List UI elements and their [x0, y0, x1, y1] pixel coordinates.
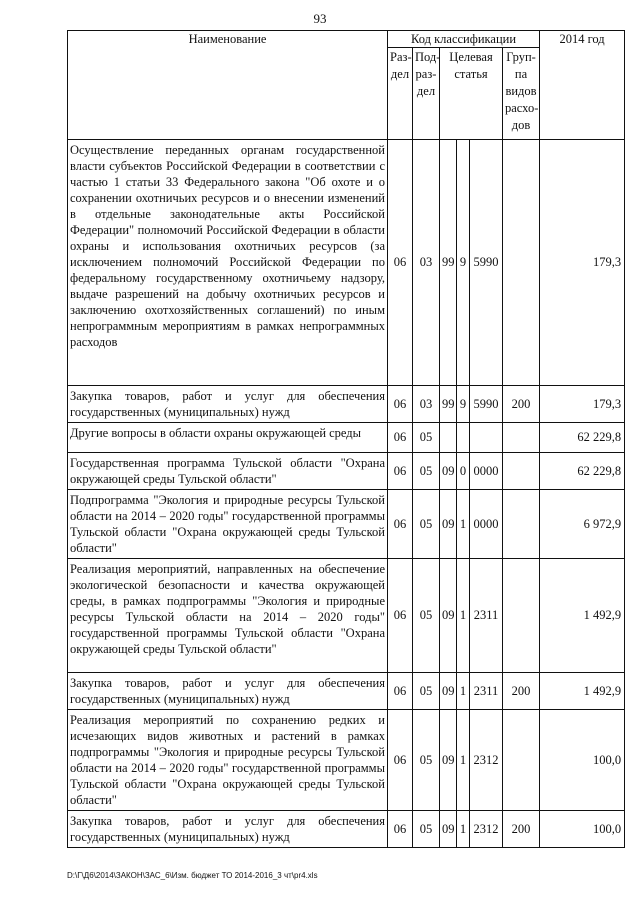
cell-amount: 6 972,9: [540, 490, 625, 559]
header-subsection: Под-раз-дел: [413, 48, 440, 140]
cell-target-subprogram: 1: [457, 710, 470, 811]
cell-target-code: 2311: [470, 559, 503, 673]
cell-section: 06: [388, 140, 413, 386]
cell-amount: 62 229,8: [540, 423, 625, 453]
cell-amount: 100,0: [540, 811, 625, 848]
budget-table: [67, 30, 625, 848]
cell-name: Другие вопросы в области охраны окружающей среды: [68, 423, 388, 453]
cell-amount: 100,0: [540, 710, 625, 811]
header-section: Раз-дел: [388, 48, 413, 140]
cell-target-code: 0000: [470, 490, 503, 559]
cell-target-program: 09: [440, 673, 457, 710]
cell-target-code: [470, 423, 503, 453]
cell-section: 06: [388, 423, 413, 453]
cell-name: Закупка товаров, работ и услуг для обеспечения государственных (муниципальных) нужд: [68, 811, 388, 848]
cell-name: Подпрограмма "Экология и природные ресурсы Тульской области на 2014 – 2020 годы" государственной программы Тульской области "Охрана окружающей среды Тульской области": [68, 490, 388, 559]
table-row: [68, 423, 625, 453]
header-classification-code: Код классификации: [388, 31, 540, 48]
cell-target-subprogram: 1: [457, 490, 470, 559]
cell-subsection: 05: [413, 453, 440, 490]
cell-amount: 1 492,9: [540, 559, 625, 673]
cell-target-subprogram: 1: [457, 811, 470, 848]
table-row: [68, 710, 625, 811]
table-row: [68, 811, 625, 848]
cell-section: 06: [388, 673, 413, 710]
cell-target-code: 2312: [470, 811, 503, 848]
cell-expense-group: [503, 140, 540, 386]
cell-subsection: 05: [413, 423, 440, 453]
cell-target-subprogram: 1: [457, 673, 470, 710]
table-row: [68, 140, 625, 386]
table-row: [68, 559, 625, 673]
cell-target-subprogram: 1: [457, 559, 470, 673]
cell-name: Реализация мероприятий по сохранению редких и исчезающих видов животных и растений в рамках подпрограммы "Экология и природные ресурсы Тульской области на 2014 – 2020 годы" государственной программы Тульской области "Охрана окружающей среды Тульской области": [68, 710, 388, 811]
cell-name: Закупка товаров, работ и услуг для обеспечения государственных (муниципальных) нужд: [68, 673, 388, 710]
table-row: [68, 673, 625, 710]
cell-section: 06: [388, 490, 413, 559]
cell-target-program: 99: [440, 386, 457, 423]
table-row: [68, 490, 625, 559]
cell-target-program: 09: [440, 453, 457, 490]
cell-target-code: 5990: [470, 386, 503, 423]
cell-amount: 179,3: [540, 140, 625, 386]
cell-target-subprogram: 9: [457, 386, 470, 423]
cell-target-program: 09: [440, 811, 457, 848]
cell-amount: 62 229,8: [540, 453, 625, 490]
header-name: Наименование: [68, 31, 388, 140]
page-number: 93: [313, 11, 327, 26]
cell-section: 06: [388, 710, 413, 811]
cell-target-subprogram: [457, 423, 470, 453]
cell-name: Закупка товаров, работ и услуг для обеспечения государственных (муниципальных) нужд: [68, 386, 388, 423]
cell-target-program: 09: [440, 710, 457, 811]
cell-expense-group: [503, 423, 540, 453]
cell-section: 06: [388, 453, 413, 490]
cell-target-program: [440, 423, 457, 453]
cell-target-subprogram: 0: [457, 453, 470, 490]
cell-name: Реализация мероприятий, направленных на обеспечение экологической безопасности и качества окружающей среды, в рамках подпрограммы "Экология и природные ресурсы Тульской области на 2014 – 2020 годы" государственной программы Тульской области "Охрана окружающей среды Тульской области": [68, 559, 388, 673]
cell-target-code: 2311: [470, 673, 503, 710]
header-target-article: Целевая статья: [440, 48, 503, 140]
cell-target-program: 09: [440, 490, 457, 559]
cell-expense-group: 200: [503, 811, 540, 848]
cell-amount: 1 492,9: [540, 673, 625, 710]
cell-subsection: 05: [413, 490, 440, 559]
header-year: 2014 год: [540, 31, 625, 140]
cell-subsection: 05: [413, 811, 440, 848]
cell-name: Государственная программа Тульской области "Охрана окружающей среды Тульской области": [68, 453, 388, 490]
cell-expense-group: 200: [503, 673, 540, 710]
cell-section: 06: [388, 386, 413, 423]
cell-target-program: 09: [440, 559, 457, 673]
cell-section: 06: [388, 559, 413, 673]
cell-expense-group: [503, 453, 540, 490]
cell-expense-group: [503, 710, 540, 811]
cell-section: 06: [388, 811, 413, 848]
cell-name: Осуществление переданных органам государственной власти субъектов Российской Федерации в соответствии с частью 1 статьи 33 Федерального закона "Об охоте и о сохранении охотничьих ресурсов и о внесении изменений в отдельные законодательные акты Российской Федерации" полномочий Российской Федерации в области охраны и использования охотничьих ресурсов (за исключением полномочий Российской Федерации по федеральному государственному охотничьему надзору, выдаче разрешений на добычу охотничьих ресурсов и заключению охотхозяйственных соглашений) по иным непрограммным мероприятиям в рамках непрограммных расходов: [68, 140, 388, 386]
table-row: [68, 453, 625, 490]
cell-expense-group: 200: [503, 386, 540, 423]
cell-expense-group: [503, 559, 540, 673]
cell-target-program: 99: [440, 140, 457, 386]
cell-subsection: 03: [413, 140, 440, 386]
cell-amount: 179,3: [540, 386, 625, 423]
table-row: [68, 386, 625, 423]
cell-target-code: 0000: [470, 453, 503, 490]
cell-subsection: 05: [413, 673, 440, 710]
cell-subsection: 05: [413, 710, 440, 811]
cell-target-code: 5990: [470, 140, 503, 386]
footer-file-path: D:\Г\Д6\2014\ЗАКОН\ЗАС_6\Изм. бюджет ТО 2014-2016_3 чт\pr4.xls: [67, 871, 318, 880]
header-expense-group: Груп-па видов расхо-дов: [503, 48, 540, 140]
cell-subsection: 05: [413, 559, 440, 673]
cell-expense-group: [503, 490, 540, 559]
cell-target-subprogram: 9: [457, 140, 470, 386]
cell-subsection: 03: [413, 386, 440, 423]
cell-target-code: 2312: [470, 710, 503, 811]
